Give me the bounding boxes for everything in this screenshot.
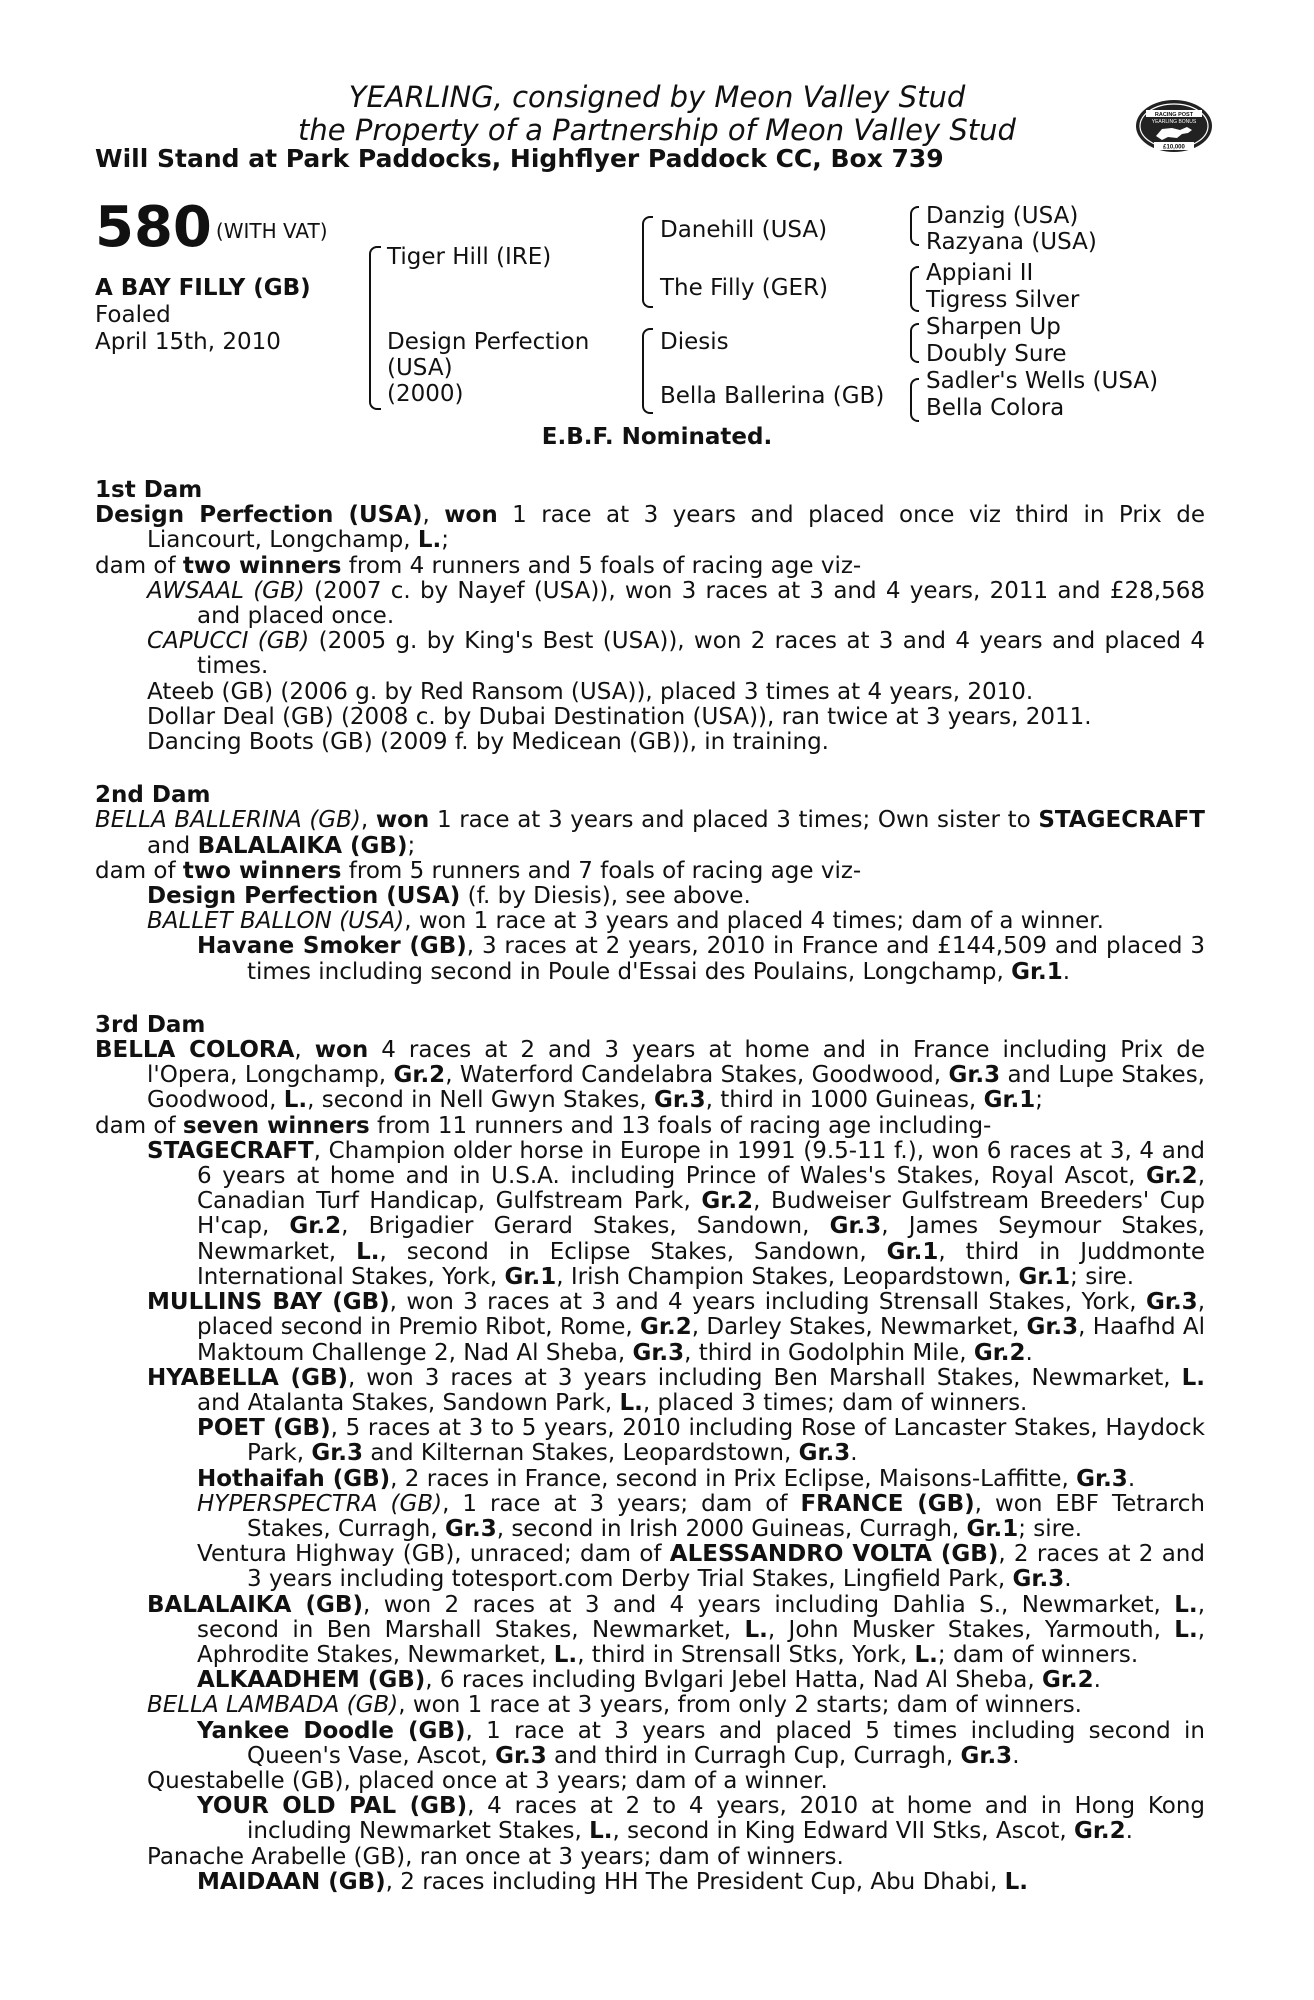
pedigree-dsd: Doubly Sure <box>926 341 1067 367</box>
produce-hyabella: HYABELLA (GB), won 3 races at 3 years including Ben Marshall Stakes, Newmarket, L. and Atalanta Stakes, Sandown Park, L., placed 3 times; dam of winners. <box>147 1364 1205 1416</box>
pedigree-ddd: Bella Colora <box>926 395 1065 421</box>
pedigree-dam-line1: Design Perfection <box>387 329 590 355</box>
lot-number: 580 (WITH VAT) <box>95 195 328 260</box>
pedigree-sire-sire: Danehill (USA) <box>660 217 828 243</box>
second-dam-entry: BELLA BALLERINA (GB), won 1 race at 3 years and placed 3 times; Own sister to STAGECRAFT and BALALAIKA (GB); <box>95 807 1205 859</box>
third-dam-heading: 3rd Dam <box>95 1011 206 1038</box>
emblem-bottom-text: £10,000 <box>1163 144 1185 151</box>
produce-yankee-doodle: Yankee Doodle (GB), 1 race at 3 years and placed 5 times including second in Queen's Vase, Ascot, Gr.3 and third in Curragh Cup, Curragh, Gr.3. <box>197 1717 1205 1769</box>
pedigree-brace-filly <box>910 266 919 312</box>
produce-poet: POET (GB), 5 races at 3 to 5 years, 2010 including Rose of Lancaster Stakes, Haydock Park, Gr.3 and Kilternan Stakes, Leopardstown, Gr.3. <box>197 1415 1205 1467</box>
produce-alkaadhem: ALKAADHEM (GB), 6 races including Bvlgari Jebel Hatta, Nad Al Sheba, Gr.2. <box>197 1667 1101 1694</box>
emblem-mid-text: YEARLING BONUS <box>1151 119 1197 125</box>
produce-hyperspectra: HYPERSPECTRA (GB), 1 race at 3 years; dam of FRANCE (GB), won EBF Tetrarch Stakes, Curragh, Gr.3, second in Irish 2000 Guineas, Curragh, Gr.1; sire. <box>197 1490 1205 1542</box>
pedigree-dam-dam: Bella Ballerina (GB) <box>660 383 885 409</box>
pedigree-sds: Appiani II <box>926 260 1034 286</box>
produce-awsaal: AWSAAL (GB) (2007 c. by Nayef (USA)), won 3 races at 3 and 4 years, 2011 and £28,568 and placed once. <box>147 577 1205 630</box>
produce-dancing-boots: Dancing Boots (GB) (2009 f. by Medicean (GB)), in training. <box>147 729 829 756</box>
pedigree-dam-sire: Diesis <box>660 329 729 355</box>
second-dam-produce-summary: dam of two winners from 5 runners and 7 foals of racing age viz- <box>95 857 862 884</box>
foaled-label: Foaled <box>95 302 171 328</box>
produce-your-old-pal: YOUR OLD PAL (GB), 4 races at 2 to 4 years, 2010 at home and in Hong Kong including Newmarket Stakes, L., second in King Edward VII Stks, Ascot, Gr.2. <box>197 1793 1205 1845</box>
foaled-date: April 15th, 2010 <box>95 329 281 355</box>
produce-questabelle: Questabelle (GB), placed once at 3 years; dam of a winner. <box>147 1767 828 1794</box>
first-dam-produce-summary: dam of two winners from 4 runners and 5 foals of racing age viz- <box>95 552 862 579</box>
produce-capucci: CAPUCCI (GB) (2005 g. by King's Best (USA)), won 2 races at 3 and 4 years and placed 4 times. <box>147 628 1205 680</box>
catalogue-body <box>95 478 1205 1895</box>
produce-bella-lambada: BELLA LAMBADA (GB), won 1 race at 3 years, from only 2 starts; dam of winners. <box>147 1692 1082 1719</box>
pedigree-dds: Sadler's Wells (USA) <box>926 368 1159 394</box>
pedigree-brace-gen1 <box>369 246 381 410</box>
produce-mullins-bay: MULLINS BAY (GB), won 3 races at 3 and 4 years including Strensall Stakes, York, Gr.3, placed second in Premio Ribot, Rome, Gr.2, Darley Stakes, Newmarket, Gr.3, Haafhd Al Maktoum Challenge 2, Nad Al Sheba, Gr.3, third in Godolphin Mile, Gr.2. <box>147 1289 1205 1366</box>
yearling-bonus-emblem <box>1132 96 1216 156</box>
pedigree-brace-dam-line <box>642 328 653 414</box>
produce-maidaan: MAIDAAN (GB), 2 races including HH The President Cup, Abu Dhabi, L. <box>197 1868 1028 1895</box>
pedigree-dam-line3: (2000) <box>387 381 464 407</box>
first-dam-entry: Design Perfection (USA), won 1 race at 3 years and placed once viz third in Prix de Liancourt, Longchamp, L.; <box>95 502 1205 554</box>
pedigree-brace-ballerina <box>910 378 919 422</box>
produce-havane-smoker: Havane Smoker (GB), 3 races at 2 years, 2010 in France and £144,509 and placed 3 times including second in Poule d'Essai des Poulains, Longchamp, Gr.1. <box>197 933 1205 985</box>
first-dam-heading: 1st Dam <box>95 477 203 503</box>
pedigree-sdd: Tigress Silver <box>926 287 1080 313</box>
pedigree-brace-sire-line <box>642 216 653 308</box>
pedigree-brace-danehill <box>910 206 919 246</box>
pedigree-sire-dam: The Filly (GER) <box>660 275 829 301</box>
pedigree-dss: Sharpen Up <box>926 314 1061 340</box>
header-line-property: the Property of a Partnership of Meon Valley Stud <box>298 113 1016 147</box>
pedigree-brace-diesis <box>910 323 919 363</box>
produce-ateeb: Ateeb (GB) (2006 g. by Red Ransom (USA)), placed 3 times at 4 years, 2010. <box>147 678 1034 705</box>
pedigree-sire: Tiger Hill (IRE) <box>387 244 552 270</box>
produce-dollar-deal: Dollar Deal (GB) (2008 c. by Dubai Destination (USA)), ran twice at 3 years, 2011. <box>147 703 1092 730</box>
produce-design-perfection: Design Perfection (USA) (f. by Diesis), see above. <box>147 883 751 910</box>
ebf-nominated: E.B.F. Nominated. <box>541 424 773 450</box>
produce-stagecraft: STAGECRAFT, Champion older horse in Europe in 1991 (9.5-11 f.), won 6 races at 3, 4 and 6 years at home and in U.S.A. including Prince of Wales's Stakes, Royal Ascot, Gr.2, Canadian Turf Handicap, Gulfstream Park, Gr.2, Budweiser Gulfstream Breeders' Cup H'cap, Gr.2, Brigadier Gerard Stakes, Sandown, Gr.3, James Seymour Stakes, Newmarket, L., second in Eclipse Stakes, Sandown, Gr.1, third in Juddmonte International Stakes, York, Gr.1, Irish Champion Stakes, Leopardstown, Gr.1; sire. <box>147 1137 1206 1290</box>
produce-ballet-ballon: BALLET BALLON (USA), won 1 race at 3 years and placed 4 times; dam of a winner. <box>147 908 1104 935</box>
emblem-top-text: RACING POST <box>1154 112 1194 118</box>
pedigree-ssd: Razyana (USA) <box>926 229 1097 255</box>
vat-label: (WITH VAT) <box>215 218 328 243</box>
header-line-location: Will Stand at Park Paddocks, Highflyer Paddock CC, Box 739 <box>95 144 944 173</box>
produce-hothaifah: Hothaifah (GB), 2 races in France, second in Prix Eclipse, Maisons-Laffitte, Gr.3. <box>197 1465 1136 1492</box>
third-dam-entry: BELLA COLORA, won 4 races at 2 and 3 years at home and in France including Prix de l'Opera, Longchamp, Gr.2, Waterford Candelabra Stakes, Goodwood, Gr.3 and Lupe Stakes, Goodwood, L., second in Nell Gwyn Stakes, Gr.3, third in 1000 Guineas, Gr.1; <box>95 1037 1205 1114</box>
pedigree-sss: Danzig (USA) <box>926 203 1079 229</box>
lot-name: A BAY FILLY (GB) <box>95 275 311 301</box>
produce-balalaika: BALALAIKA (GB), won 2 races at 3 and 4 years including Dahlia S., Newmarket, L., second in Ben Marshall Stakes, Newmarket, L., John Musker Stakes, Yarmouth, L., Aphrodite Stakes, Newmarket, L., third in Strensall Stks, York, L.; dam of winners. <box>147 1591 1206 1668</box>
pedigree-dam-line2: (USA) <box>387 355 453 381</box>
second-dam-heading: 2nd Dam <box>95 782 211 809</box>
header-line-consignor: YEARLING, consigned by Meon Valley Stud <box>348 80 966 114</box>
produce-panache-arabelle: Panache Arabelle (GB), ran once at 3 years; dam of winners. <box>147 1843 844 1870</box>
third-dam-produce-summary: dam of seven winners from 11 runners and 13 foals of racing age including- <box>95 1112 992 1139</box>
produce-ventura-highway: Ventura Highway (GB), unraced; dam of ALESSANDRO VOLTA (GB), 2 races at 2 and 3 years including totesport.com Derby Trial Stakes, Lingfield Park, Gr.3. <box>197 1541 1205 1593</box>
